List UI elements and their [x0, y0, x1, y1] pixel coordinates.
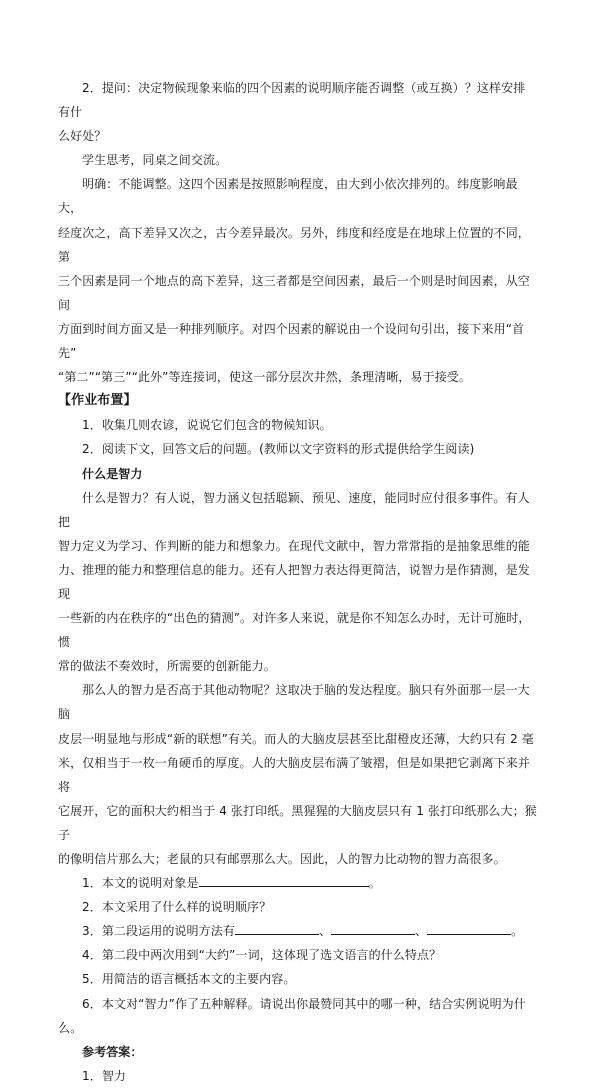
article-para2-line-3: 米，仅相当于一枚一角硬币的厚度。人的大脑皮层布满了皱褶，但是如果把它剥离下来并将	[58, 755, 530, 794]
article-title: 什么是智力	[82, 466, 143, 481]
question-2-line-1: 2．提问：决定物候现象来临的四个因素的说明顺序能否调整（或互换）？这样安排有什	[58, 81, 526, 120]
exercise-q3-prefix: 3．第二段运用的说明方法有	[82, 924, 235, 939]
answer-line-1: 明确：不能调整。这四个因素是按照影响程度，由大到小依次排列的。纬度影响最大，	[58, 177, 518, 216]
article-para1-line-2: 智力定义为学习、作判断的能力和想象力。在现代文献中，智力常常指的是抽象思维的能	[58, 538, 530, 553]
exercise-question-6-line-1: 6．本文对“智力”作了五种解释。请说出你最赞同其中的哪一种，结合实例说明为什	[82, 996, 526, 1011]
article-para2-line-1: 那么人的智力是否高于其他动物呢？这取决于脑的发达程度。脑只有外面那一层一大脑	[58, 683, 530, 722]
exercise-question-4: 4．第二段中两次用到“大约”一词，这体现了选文语言的什么特点？	[82, 948, 442, 963]
question-2-line-2: 么好处？	[58, 129, 107, 144]
exercise-q1-prefix: 1．本文的说明对象是	[82, 876, 199, 891]
answer-blank-3c[interactable]	[427, 922, 511, 935]
answer-line-3: 三个因素是同一个地点的高下差异，这三者都是空间因素，最后一个则是时间因素，从空间	[58, 273, 530, 312]
answer-blank-3a[interactable]	[235, 922, 319, 935]
exercise-q3-suffix: 。	[511, 924, 524, 939]
exercise-q3-sep-2: 、	[415, 924, 428, 939]
reference-answer-1: 1．智力	[82, 1068, 127, 1083]
answer-line-2: 经度次之，高下差异又次之，古今差异最次。另外，纬度和经度是在地球上位置的不同，第	[58, 225, 530, 264]
article-para2-line-2: 皮层一明显地与形成“新的联想”有关。而人的大脑皮层甚至比甜橙皮还薄，大约只有 2 毫	[58, 731, 534, 746]
answer-line-4: 方面到时间方面又是一种排列顺序。对四个因素的解说由一个设问句引出，接下来用“首先”	[58, 321, 525, 361]
exercise-q3-sep-1: 、	[318, 924, 332, 939]
exercise-question-6-line-2: 么。	[58, 1020, 83, 1035]
article-para1-line-1: 什么是智力？有人说，智力涵义包括聪颖、预见、速度，能同时应付很多事件。有人把	[58, 490, 530, 529]
answer-blank-3b[interactable]	[331, 922, 415, 935]
exercise-question-1	[58, 871, 537, 895]
exercise-question-5: 5．用简洁的语言概括本文的主要内容。	[82, 972, 296, 987]
answer-blank-1[interactable]	[199, 874, 369, 887]
exercise-question-2: 2．本文采用了什么样的说明顺序？	[82, 900, 272, 915]
article-para2-line-5: 的像明信片那么大；老鼠的只有邮票那么大。因此，人的智力比动物的智力高很多。	[58, 852, 506, 866]
exercise-q1-suffix: 。	[368, 876, 381, 891]
article-para2-line-4: 它展开，它的面积大约相当于 4 张打印纸。黑猩猩的大脑皮层只有 1 张打印纸那么大；猴子	[58, 803, 537, 842]
article-para1-line-3: 力、推理的能力和整理信息的能力。还有人把智力表达得更简洁，说智力是作猜测，是发现	[58, 562, 530, 601]
exercise-question-3	[58, 919, 537, 943]
reference-answers-heading: 参考答案：	[82, 1044, 143, 1059]
article-para1-line-4: 一些新的内在秩序的“出色的猜测”。对许多人来说，就是你不知怎么办时，无计可施时，惯	[58, 611, 531, 650]
homework-item-2: 2．阅读下文，回答文后的问题。(教师以文字资料的形式提供给学生阅读)	[82, 442, 475, 457]
answer-line-5: “第二”“第三”“此外”等连接词，使这一部分层次井然，条理清晰，易于接受。	[58, 370, 472, 385]
discussion-note: 学生思考，同桌之间交流。	[82, 153, 228, 168]
article-para1-line-5: 常的做法不奏效时，所需要的创新能力。	[58, 659, 276, 674]
homework-heading: 【作业布置】	[58, 393, 137, 409]
homework-item-1: 1．收集几则农谚，说说它们包含的物候知识。	[82, 418, 332, 433]
